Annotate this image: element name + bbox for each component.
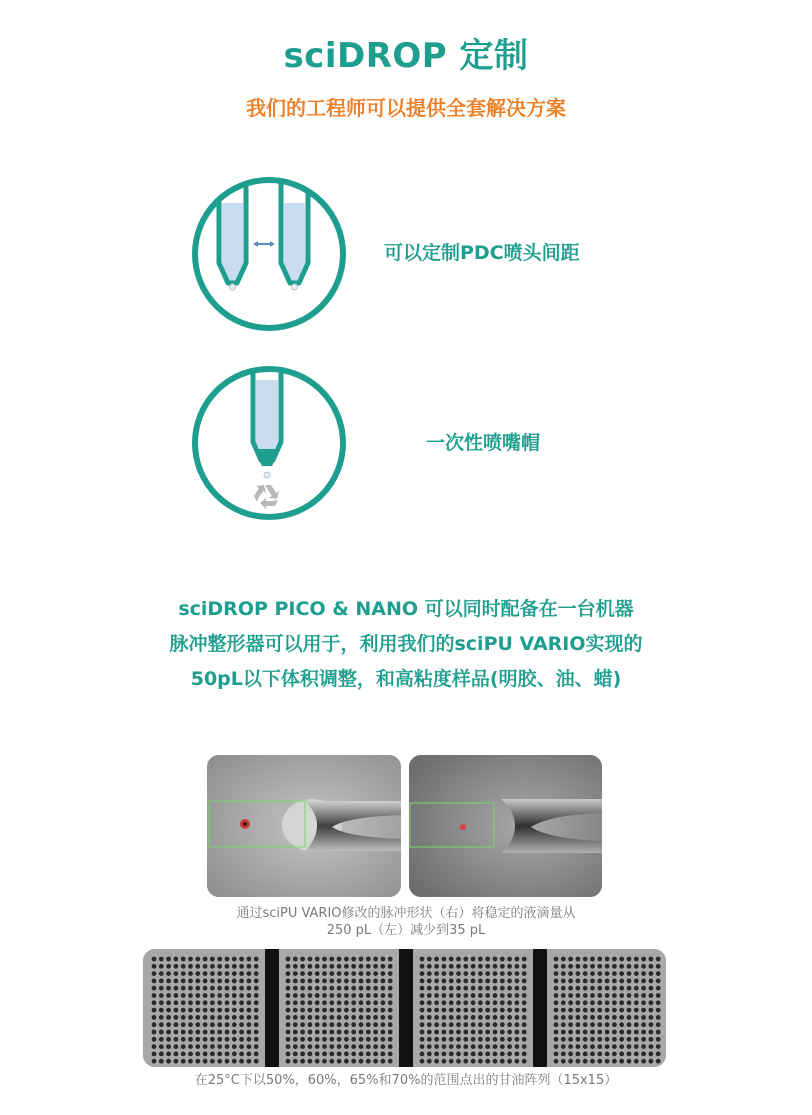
glycerol-array-image xyxy=(143,949,666,1067)
feature-label-nozzle-spacing: 可以定制PDC喷头间距 xyxy=(384,242,580,264)
caption-line: 250 pL（左）减少到35 pL xyxy=(326,923,486,938)
disposable-nozzle-cap-icon xyxy=(188,362,350,524)
feature-label-nozzle-cap: 一次性喷嘴帽 xyxy=(426,432,541,454)
description-line: 脉冲整形器可以用于，利用我们的sciPU VARIO实现的 xyxy=(169,633,643,655)
page-subtitle: 我们的工程师可以提供全套解决方案 xyxy=(246,96,566,120)
droplet-photo-caption xyxy=(200,905,612,939)
description-line: sciDROP PICO & NANO 可以同时配备在一台机器 xyxy=(178,598,634,620)
page-title: sciDROP 定制 xyxy=(283,36,529,76)
droplet-photo-right xyxy=(409,755,602,897)
caption-line: 通过sciPU VARIO修改的脉冲形状（右）将稳定的液滴量从 xyxy=(236,906,576,921)
description-line: 50pL以下体积调整，和高粘度样品(明胶、油、蜡) xyxy=(190,668,622,690)
glycerol-array-caption: 在25°C下以50%，60%，65%和70%的范围点出的甘油阵列（15x15） xyxy=(194,1073,618,1088)
nozzle-spacing-icon xyxy=(188,173,350,335)
description xyxy=(0,592,812,697)
droplet-photo-left xyxy=(207,755,401,897)
